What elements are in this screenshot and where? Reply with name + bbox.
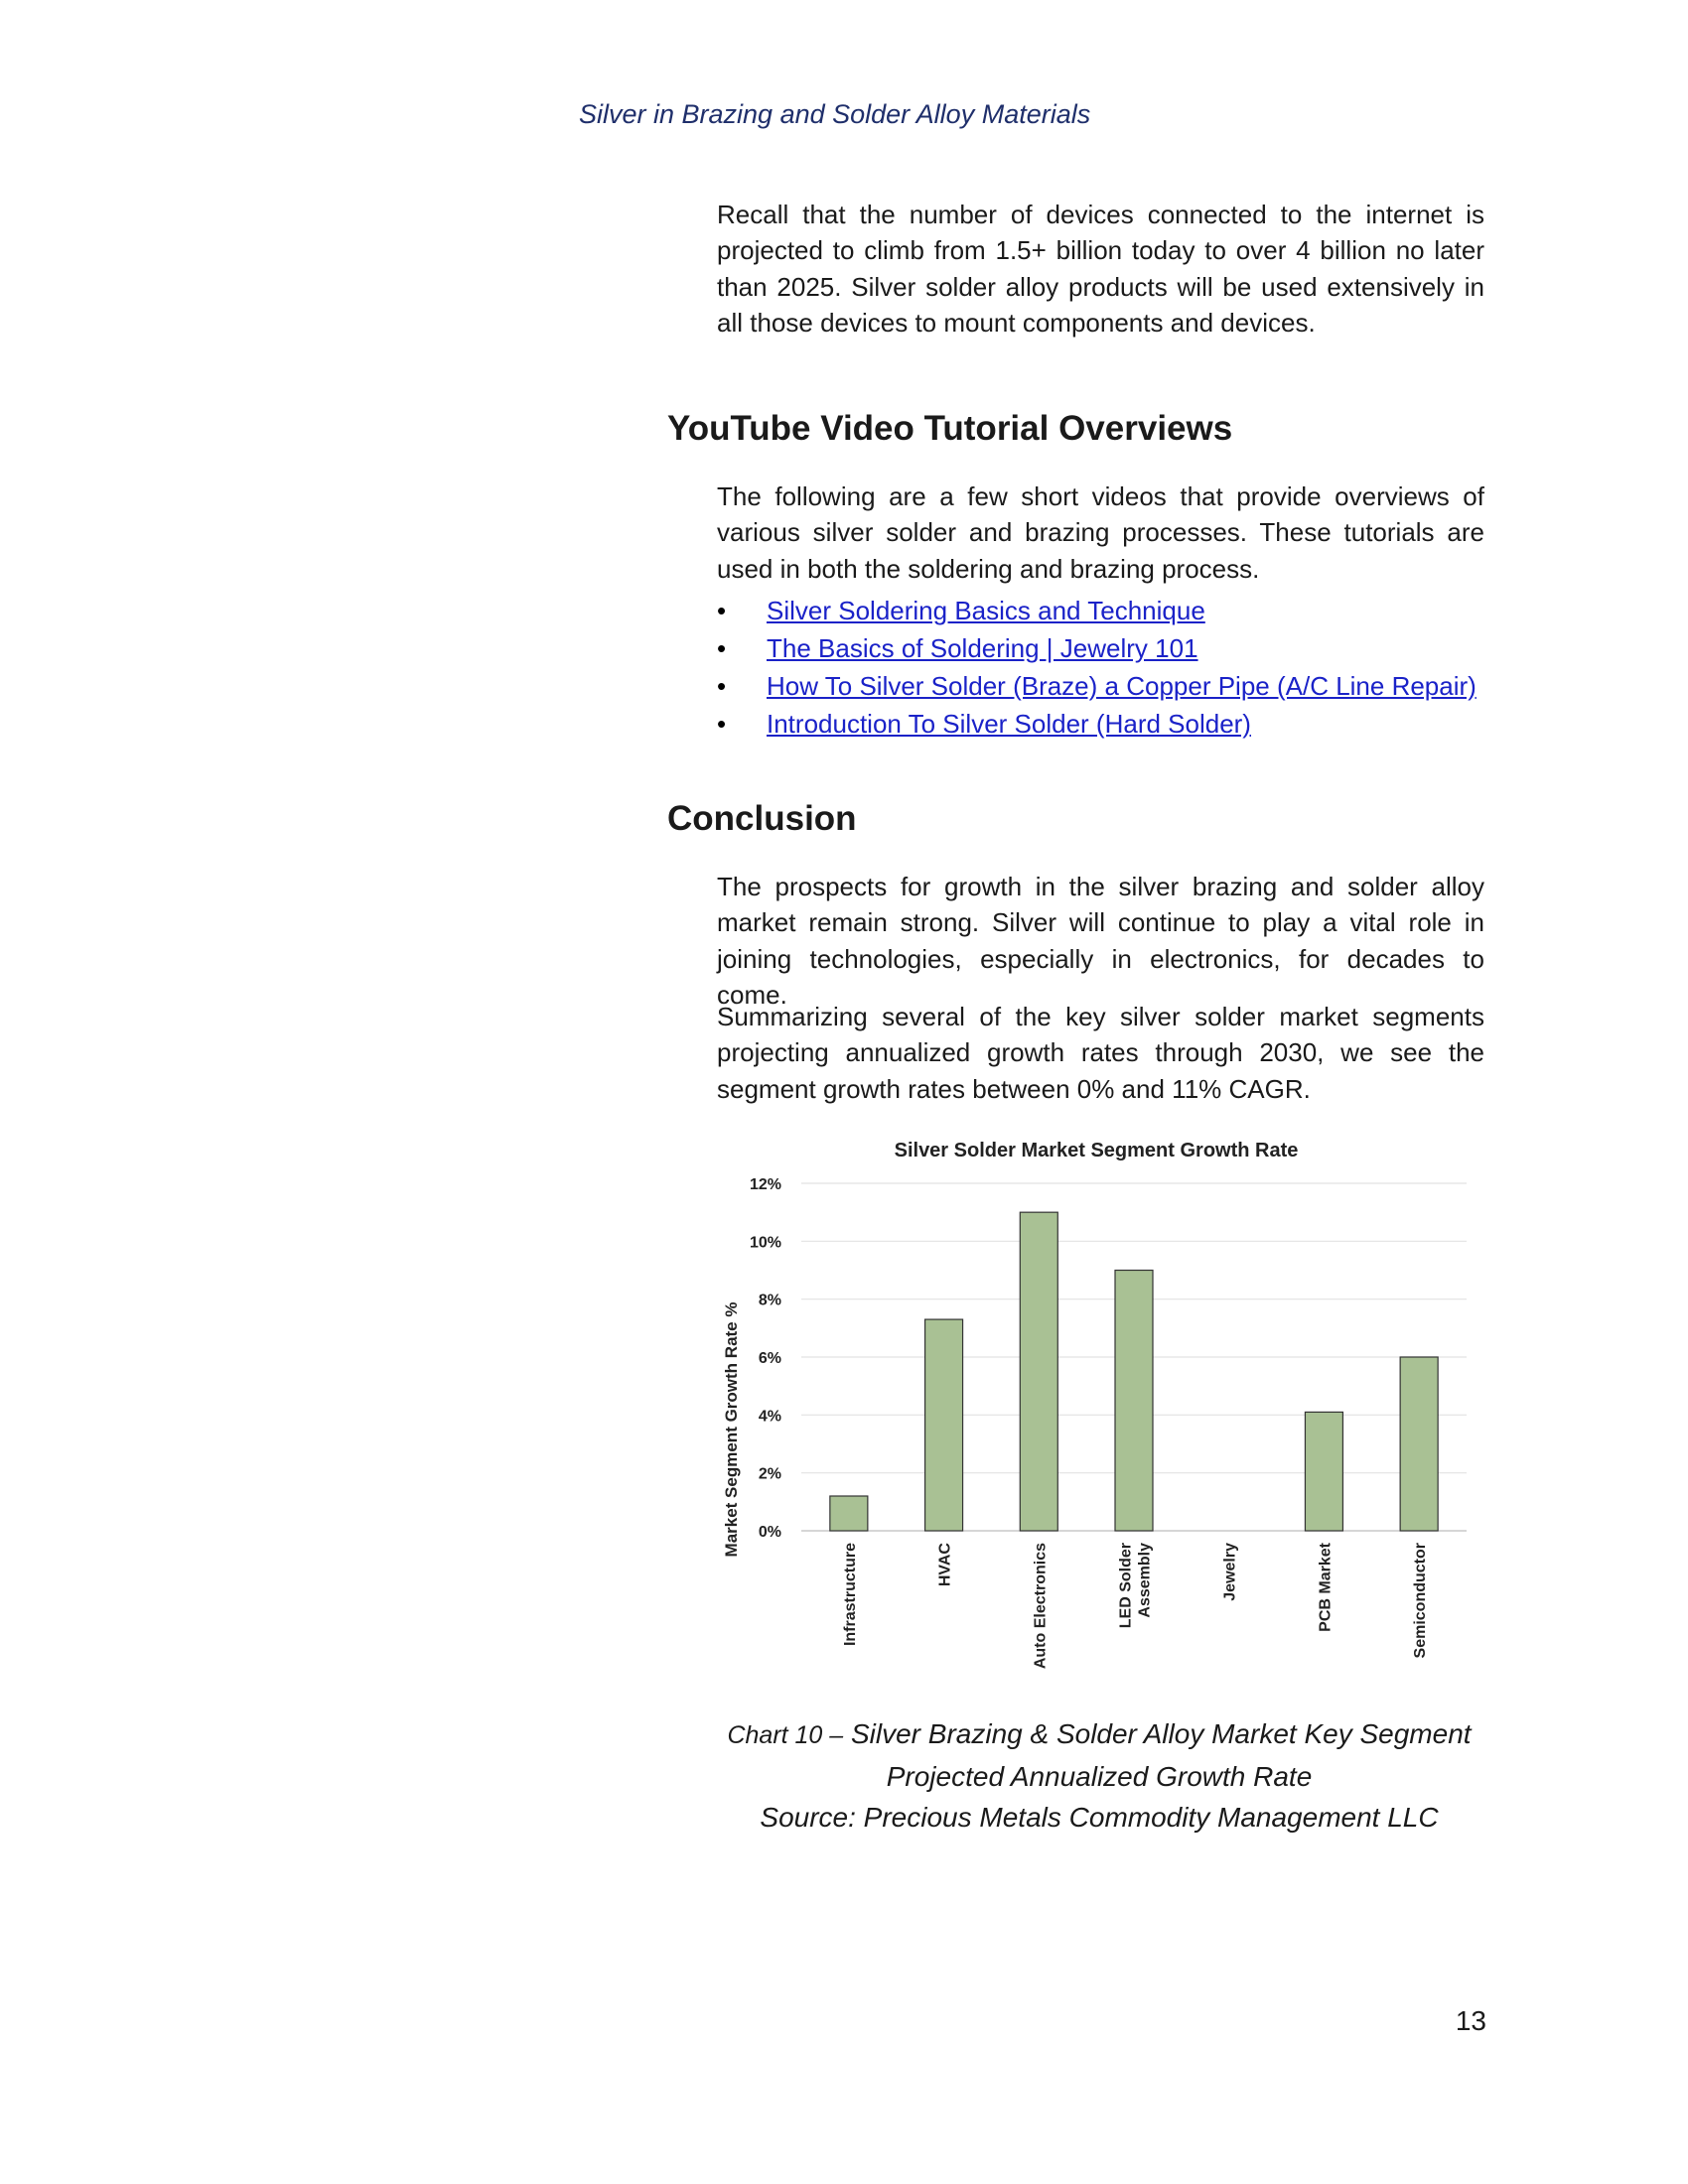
x-tick-text: Infrastructure [841,1543,859,1647]
chart-y-axis-label: Market Segment Growth Rate % [722,1301,741,1558]
y-tick-label: 0% [758,1524,781,1541]
y-tick-label: 10% [749,1234,781,1252]
youtube-paragraph: The following are a few short videos that provide overviews of various silver solder and brazing processes. These tutorials are used in both the soldering and brazing process. [717,481,1484,584]
y-tick-label: 6% [758,1350,781,1367]
list-item [717,629,1477,667]
list-item [717,592,1477,629]
running-header: Silver in Brazing and Solder Alloy Materials [579,99,1091,129]
video-link-4[interactable]: Introduction To Silver Solder (Hard Solder) [767,709,1251,739]
caption-source: Source: Precious Metals Commodity Management LLC [760,1802,1439,1833]
bar [925,1319,963,1531]
x-tick-text: LED Solder [1117,1543,1135,1629]
growth-rate-chart [717,1132,1483,1698]
video-link-1[interactable]: Silver Soldering Basics and Technique [767,596,1205,625]
y-tick-label: 4% [758,1408,781,1426]
caption-title-line-2: Projected Annualized Growth Rate [886,1761,1313,1792]
x-tick-label [1118,1543,1154,1628]
caption-title-line-1: Silver Brazing & Solder Alloy Market Key Segment [843,1718,1472,1749]
youtube-heading: YouTube Video Tutorial Overviews [667,409,1233,448]
bar [1305,1412,1342,1531]
y-tick-label: 2% [758,1465,781,1483]
page-number: 13 [1455,2005,1486,2036]
x-tick-label [1222,1543,1239,1601]
x-tick-label [1412,1543,1429,1658]
x-tick-text: PCB Market [1317,1543,1335,1632]
chart-title: Silver Solder Market Segment Growth Rate [894,1140,1299,1161]
intro-paragraph: Recall that the number of devices connected to the internet is projected to climb from 1.5+ billion today to over 4 billion no later than 2025. Silver solder alloy products will be used extensively in all those devices to mount components and devices. [717,200,1484,339]
x-tick-label [842,1543,859,1646]
list-item [717,667,1477,705]
y-tick-label: 12% [749,1176,781,1193]
conclusion-paragraph-2: Summarizing several of the key silver solder market segments projecting annualized growth rates through 2030, we see the segment growth rates between 0% and 11% CAGR. [717,1002,1484,1104]
y-tick-label: 8% [758,1292,781,1309]
x-tick-text: Assembly [1136,1543,1154,1618]
x-tick-label [1032,1543,1049,1669]
chart-caption [717,1713,1481,1838]
video-link-2[interactable]: The Basics of Soldering | Jewelry 101 [767,633,1198,663]
x-tick-text: HVAC [936,1543,954,1587]
x-tick-text: Auto Electronics [1032,1543,1050,1670]
list-item [717,705,1477,743]
video-link-list [717,592,1477,743]
video-link-3[interactable]: How To Silver Solder (Braze) a Copper Pipe (A/C Line Repair) [767,671,1477,701]
x-tick-text: Jewelry [1221,1543,1239,1601]
caption-prefix: Chart 10 – [727,1721,844,1749]
bar [1115,1271,1153,1532]
x-tick-text: Semiconductor [1412,1543,1430,1659]
conclusion-paragraph-1: The prospects for growth in the silver brazing and solder alloy market remain strong. Silver will continue to play a vital role in joining technologies, especially in electronics, for decades to come. [717,872,1484,1011]
bar [830,1496,868,1531]
bar [1020,1212,1057,1531]
x-tick-label [937,1543,954,1587]
conclusion-heading: Conclusion [667,799,857,838]
x-tick-label [1317,1542,1334,1631]
bar [1400,1357,1438,1531]
